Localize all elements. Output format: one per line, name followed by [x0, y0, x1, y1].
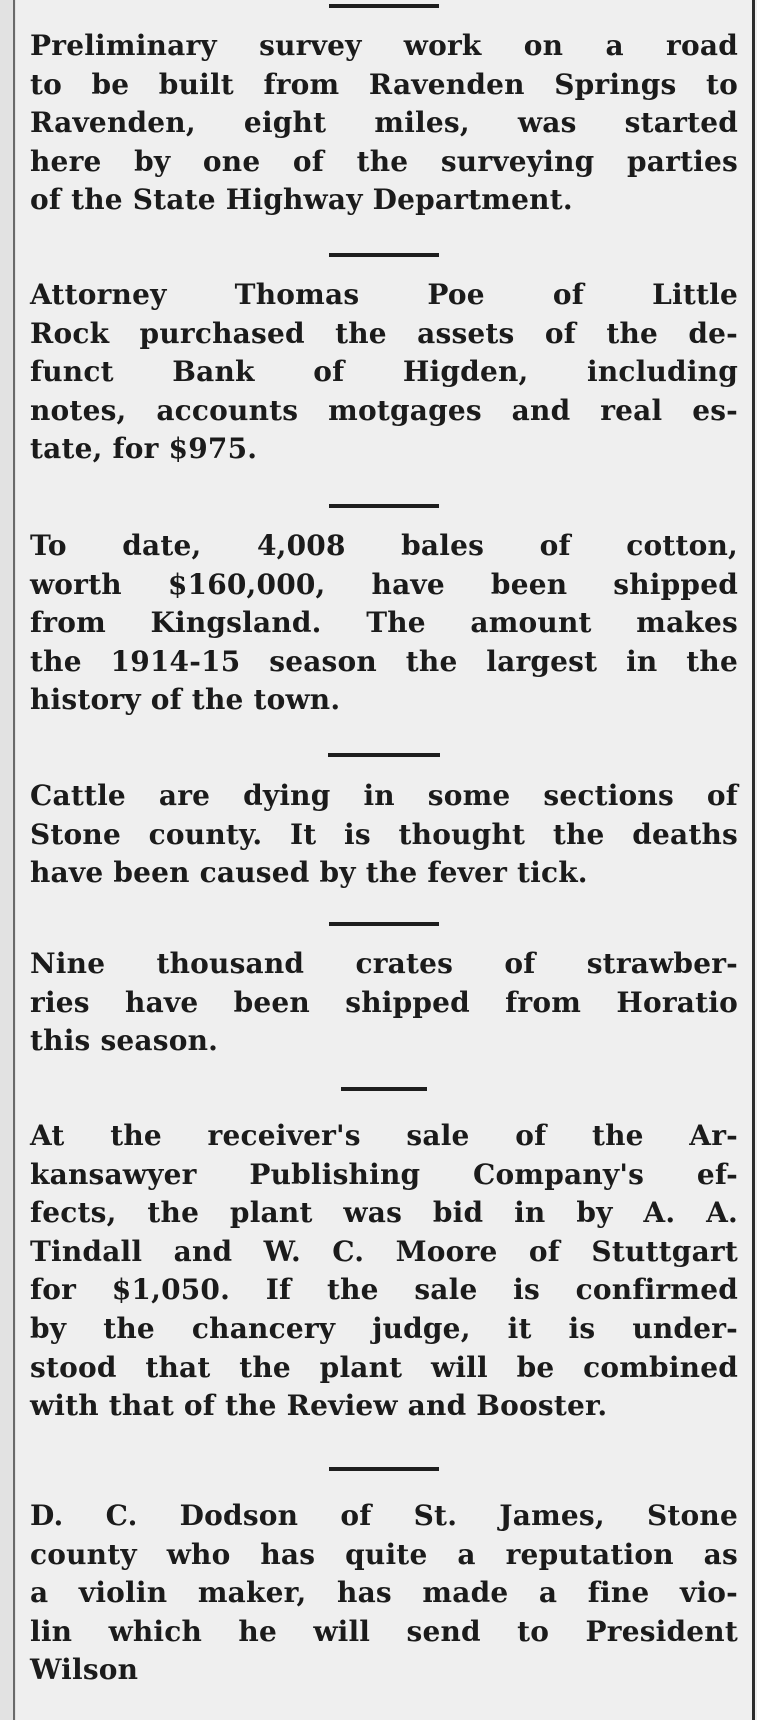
- text-line: ries have been shipped from Horatio: [30, 985, 738, 1019]
- text-line: lin which he will send to President: [30, 1614, 738, 1648]
- text-line: funct Bank of Higden, including: [30, 355, 738, 389]
- text-line: Tindall and W. C. Moore of Stuttgart: [30, 1234, 738, 1268]
- article-horatio-strawberries: [30, 945, 738, 1061]
- text-line: have been caused by the fever tick.: [30, 856, 588, 890]
- text-line: D. C. Dodson of St. James, Stone: [30, 1499, 738, 1532]
- text-line: this season.: [30, 1024, 219, 1058]
- article-ravenden-road: [30, 27, 738, 220]
- text-line: Wilson: [30, 1653, 139, 1687]
- article-bank-of-higden: [30, 276, 738, 469]
- text-line: Rock purchased the assets of the de-: [30, 316, 738, 350]
- left-column-rule: [13, 0, 15, 1720]
- text-line: with that of the Review and Booster.: [30, 1389, 608, 1423]
- text-line: notes, accounts motgages and real es-: [30, 393, 738, 427]
- text-line: from Kingsland. The amount makes: [30, 606, 738, 640]
- article-divider: [341, 1087, 427, 1091]
- text-line: Ravenden, eight miles, was started: [30, 106, 738, 140]
- article-divider: [329, 253, 439, 257]
- article-violin-maker: [30, 1497, 738, 1690]
- text-line: Stone county. It is thought the deaths: [30, 817, 738, 851]
- text-line: history of the town.: [30, 683, 341, 717]
- text-line: tate, for $975.: [30, 432, 258, 466]
- article-divider: [328, 753, 440, 757]
- text-line: to be built from Ravenden Springs to: [30, 67, 738, 101]
- text-line: for $1,050. If the sale is confirmed: [30, 1273, 738, 1307]
- text-line: worth $160,000, have been shipped: [30, 567, 738, 601]
- text-line: To date, 4,008 bales of cotton,: [30, 529, 738, 562]
- text-line: Preliminary survey work on a road: [30, 29, 738, 62]
- article-arkansawyer-sale: [30, 1117, 738, 1426]
- article-stone-county-cattle: [30, 777, 738, 893]
- article-divider: [329, 922, 439, 926]
- text-line: Cattle are dying in some sections of: [30, 779, 738, 812]
- right-column-rule: [752, 0, 755, 1720]
- text-line: a violin maker, has made a fine vio-: [30, 1576, 738, 1610]
- article-divider: [329, 4, 439, 8]
- text-line: Attorney Thomas Poe of Little: [30, 278, 738, 311]
- text-line: county who has quite a reputation as: [30, 1537, 738, 1571]
- article-kingsland-cotton: [30, 527, 738, 720]
- text-line: by the chancery judge, it is under-: [30, 1311, 738, 1345]
- article-divider: [329, 504, 439, 508]
- text-line: of the State Highway Department.: [30, 183, 573, 217]
- text-line: Nine thousand crates of strawber-: [30, 947, 738, 980]
- text-line: stood that the plant will be combined: [30, 1350, 738, 1384]
- text-line: fects, the plant was bid in by A. A.: [30, 1196, 738, 1230]
- news-column: [30, 0, 738, 1720]
- text-line: the 1914-15 season the largest in the: [30, 644, 738, 678]
- article-divider: [329, 1467, 439, 1471]
- text-line: here by one of the surveying parties: [30, 144, 738, 178]
- text-line: At the receiver's sale of the Ar-: [30, 1119, 738, 1152]
- text-line: kansawyer Publishing Company's ef-: [30, 1157, 738, 1191]
